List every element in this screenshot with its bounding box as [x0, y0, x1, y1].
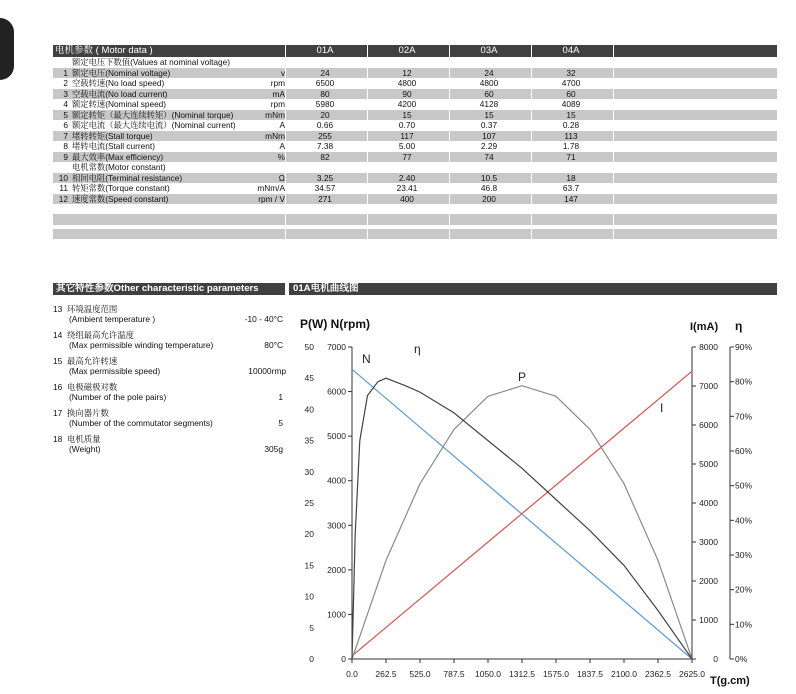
- n-tick-label: 5000: [327, 431, 346, 442]
- row-unit: %: [277, 151, 285, 162]
- row-value: 60: [484, 88, 494, 99]
- p-tick-label: 50: [304, 342, 314, 352]
- row-number: 5: [63, 109, 68, 120]
- row-number: 12: [58, 193, 68, 204]
- row-value: 4800: [397, 78, 417, 88]
- param-label: 13 环境温度范围: [53, 304, 118, 314]
- row-unit: mNm: [265, 130, 285, 141]
- param-label: 16 电极磁极对数: [53, 382, 118, 392]
- series-label: I: [660, 401, 664, 415]
- eta-tick-label: 0%: [735, 654, 748, 664]
- row-value: 4700: [561, 78, 581, 88]
- row-unit: mA: [272, 88, 285, 99]
- x-tick-label: 2100.0: [611, 669, 637, 679]
- series-line-p: [352, 386, 692, 659]
- series-label: P: [518, 370, 527, 384]
- row-value: 117: [400, 130, 414, 141]
- eta-tick-label: 30%: [735, 550, 753, 560]
- i-axis-label: I(mA): [690, 321, 719, 333]
- row-unit: Ω: [278, 172, 285, 183]
- row-value: 23.41: [396, 183, 418, 193]
- row-value: 5.00: [398, 141, 416, 151]
- row-unit: rpm / V: [258, 193, 285, 204]
- row-value: 77: [402, 151, 412, 162]
- param-label: 15 最高允许转速: [53, 356, 118, 366]
- p-tick-label: 25: [304, 498, 314, 508]
- n-tick-label: 6000: [327, 386, 346, 397]
- eta-axis-label: η: [735, 319, 743, 333]
- left-axis-label: P(W) N(rpm): [300, 317, 370, 331]
- x-tick-label: 1312.5: [509, 669, 535, 679]
- eta-tick-label: 20%: [735, 584, 753, 595]
- row-description: 速度常数(Speed constant): [72, 193, 169, 204]
- param-english: (Max permissible speed): [69, 366, 161, 376]
- x-tick-label: 2362.5: [645, 669, 671, 679]
- param-label: 18 电机质量: [53, 434, 101, 444]
- param-value: 10000rmp: [248, 366, 286, 376]
- row-unit: mNm: [265, 109, 285, 120]
- eta-tick-label: 10%: [735, 619, 753, 630]
- row-unit: v: [280, 67, 285, 78]
- row-number: 4: [63, 99, 68, 109]
- p-tick-label: 40: [304, 404, 314, 415]
- eta-tick-label: 70%: [735, 411, 753, 422]
- p-tick-label: 10: [304, 591, 314, 602]
- model-header: 02A: [398, 45, 416, 56]
- row-value: 0.37: [480, 120, 498, 130]
- row-number: 1: [63, 67, 68, 78]
- row-value: 4089: [561, 99, 581, 109]
- x-axis-label: T(g.cm): [710, 675, 750, 687]
- eta-tick-label: 60%: [735, 446, 753, 456]
- row-description: 额定电压(Nominal voltage): [72, 67, 171, 78]
- row-value: 0.70: [398, 120, 416, 130]
- param-english: (Number of the commutator segments): [69, 418, 213, 428]
- param-english: (Weight): [69, 444, 101, 454]
- x-tick-label: 262.5: [375, 669, 397, 679]
- i-tick-label: 0: [713, 654, 718, 664]
- model-header: 01A: [316, 45, 334, 56]
- row-number: 7: [63, 130, 68, 141]
- i-tick-label: 1000: [699, 615, 718, 625]
- series-label: N: [362, 352, 371, 366]
- row-description: 最大效率(Max efficiency): [72, 151, 164, 162]
- row-description: 堵转转矩(Stall torque): [72, 130, 153, 141]
- x-tick-label: 0.0: [346, 669, 358, 679]
- row-description: 电机常数(Motor constant): [72, 162, 166, 172]
- row-value: 113: [564, 130, 578, 141]
- row-value: 107: [482, 130, 496, 141]
- x-tick-label: 1050.0: [475, 669, 501, 679]
- chart-title: 01A电机曲线图: [293, 283, 359, 294]
- series-line-eta: [352, 378, 692, 659]
- param-value: 1: [278, 392, 283, 402]
- p-tick-label: 45: [304, 373, 314, 384]
- row-value: 80: [320, 88, 330, 99]
- row-value: 82: [320, 151, 330, 162]
- row-description: 额定转矩（最大连续转矩）(Nominal torque): [72, 109, 234, 120]
- i-tick-label: 4000: [699, 498, 718, 508]
- row-value: 271: [318, 193, 332, 204]
- row-value: 32: [566, 67, 576, 78]
- param-value: 5: [278, 418, 283, 428]
- eta-tick-label: 40%: [735, 515, 753, 526]
- n-tick-label: 0: [341, 654, 346, 664]
- table-title: 电机参数 ( Motor data ): [55, 45, 153, 56]
- row-value: 63.7: [562, 183, 580, 193]
- row-value: 400: [400, 193, 414, 204]
- row-value: 12: [402, 67, 412, 78]
- row-description: 额定电压下数值(Values at nominal voltage): [72, 57, 231, 67]
- p-tick-label: 35: [304, 435, 314, 446]
- model-header: 04A: [562, 45, 580, 56]
- i-tick-label: 7000: [699, 381, 718, 391]
- param-english: (Max permissible winding temperature): [69, 340, 214, 350]
- row-number: 8: [63, 141, 68, 151]
- row-description: 相间电阻(Terminal resistance): [72, 172, 183, 183]
- i-tick-label: 8000: [699, 342, 718, 352]
- row-value: 4128: [479, 99, 499, 109]
- row-description: 额定转速(Nominal speed): [72, 99, 167, 109]
- row-value: 90: [402, 88, 412, 99]
- row-value: 15: [402, 109, 412, 120]
- row-description: 空载电流(No load current): [72, 88, 168, 99]
- row-value: 60: [566, 88, 576, 99]
- n-tick-label: 4000: [327, 475, 346, 486]
- eta-tick-label: 80%: [735, 376, 753, 387]
- row-unit: A: [279, 141, 285, 151]
- row-value: 34.57: [314, 183, 336, 193]
- row-value: 15: [566, 109, 576, 120]
- row-number: 6: [63, 120, 68, 130]
- row-unit: mNm/A: [257, 183, 285, 193]
- n-tick-label: 1000: [327, 609, 346, 620]
- row-unit: rpm: [270, 99, 285, 109]
- row-value: 1.78: [562, 141, 580, 151]
- row-value: 2.40: [398, 172, 416, 183]
- row-value: 3.25: [316, 172, 334, 183]
- other-params-title: 其它特性参数Other characteristic parameters: [53, 283, 285, 295]
- row-number: 2: [63, 78, 68, 88]
- row-value: 71: [566, 151, 576, 162]
- series-label: η: [414, 342, 421, 356]
- row-value: 18: [566, 172, 576, 183]
- i-tick-label: 6000: [699, 420, 718, 430]
- eta-tick-label: 90%: [735, 342, 753, 352]
- row-value: 7.38: [316, 141, 334, 151]
- x-tick-label: 2625.0: [679, 669, 705, 679]
- param-label: 14 绕组最高允许温度: [53, 330, 134, 340]
- p-tick-label: 15: [304, 560, 314, 571]
- n-tick-label: 3000: [327, 520, 346, 531]
- i-tick-label: 3000: [699, 537, 718, 547]
- row-description: 空载转速(No load speed): [72, 78, 165, 88]
- row-value: 10.5: [480, 172, 498, 183]
- row-value: 20: [320, 109, 330, 120]
- i-tick-label: 5000: [699, 459, 718, 469]
- row-value: 0.28: [562, 120, 580, 130]
- row-value: 46.8: [480, 183, 498, 193]
- row-description: 额定电流（最大连续电流）(Nominal current): [72, 120, 236, 130]
- p-tick-label: 0: [309, 654, 314, 664]
- row-value: 0.66: [316, 120, 334, 130]
- row-value: 147: [564, 193, 578, 204]
- model-header: 03A: [480, 45, 498, 56]
- row-value: 6500: [315, 78, 335, 88]
- param-value: -10 - 40°C: [244, 314, 283, 324]
- row-description: 堵转电流(Stall current): [72, 141, 155, 151]
- p-tick-label: 5: [309, 622, 314, 633]
- row-value: 255: [318, 130, 332, 141]
- row-description: 转矩常数(Torque constant): [72, 183, 170, 193]
- row-value: 24: [484, 67, 494, 78]
- x-tick-label: 1575.0: [543, 669, 569, 679]
- n-tick-label: 2000: [327, 564, 346, 575]
- param-english: (Ambient temperature ): [69, 314, 156, 324]
- param-english: (Number of the pole pairs): [69, 392, 167, 402]
- row-value: 74: [484, 151, 494, 162]
- series-line-i: [352, 371, 692, 656]
- row-number: 9: [63, 151, 68, 162]
- row-unit: A: [279, 120, 285, 130]
- row-value: 4200: [397, 99, 417, 109]
- row-value: 2.29: [480, 141, 498, 151]
- row-number: 3: [63, 88, 68, 99]
- row-number: 11: [59, 183, 68, 193]
- param-label: 17 换向器片数: [53, 408, 109, 418]
- row-number: 10: [58, 172, 68, 183]
- x-tick-label: 525.0: [409, 669, 431, 679]
- eta-tick-label: 50%: [735, 480, 753, 491]
- p-tick-label: 30: [304, 466, 314, 477]
- param-value: 305g: [264, 444, 283, 454]
- param-value: 80°C: [264, 340, 283, 350]
- x-tick-label: 1837.5: [577, 669, 603, 679]
- x-tick-label: 787.5: [443, 669, 465, 679]
- n-tick-label: 7000: [327, 342, 346, 352]
- row-value: 200: [482, 193, 496, 204]
- i-tick-label: 2000: [699, 576, 718, 586]
- row-value: 4800: [479, 78, 499, 88]
- row-unit: rpm: [270, 78, 285, 88]
- row-value: 15: [484, 109, 494, 120]
- row-value: 5980: [315, 99, 335, 109]
- row-value: 24: [320, 67, 330, 78]
- p-tick-label: 20: [304, 529, 314, 540]
